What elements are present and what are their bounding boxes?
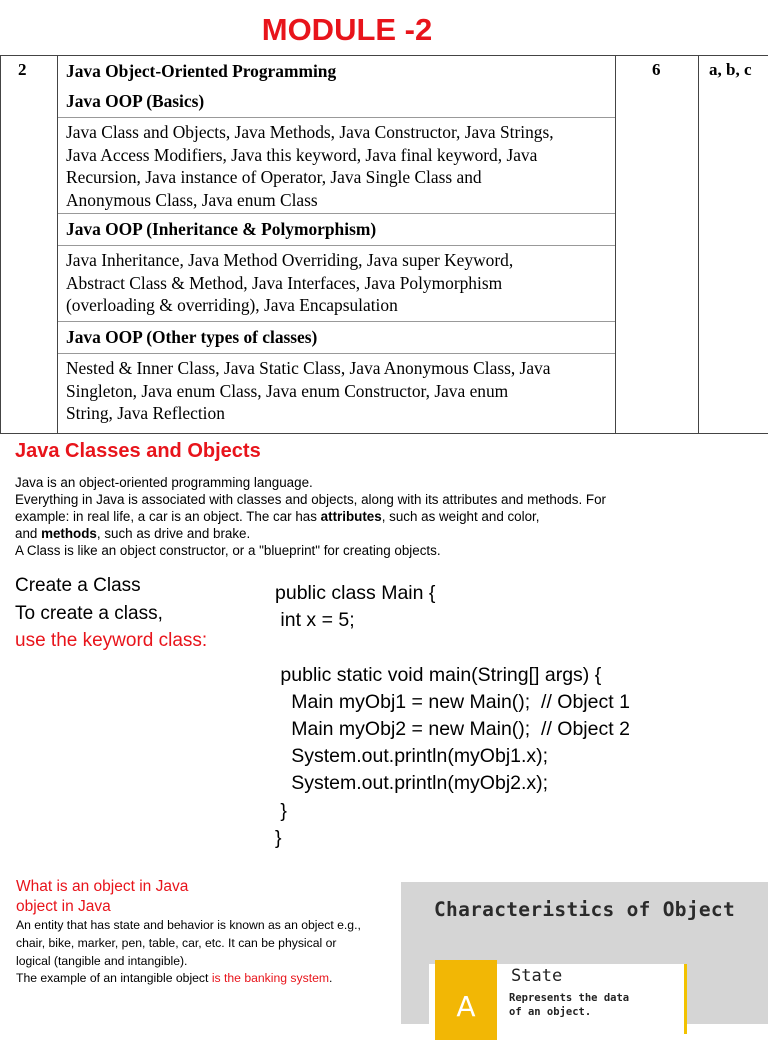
module-heading: Java Object-Oriented Programming <box>66 61 337 81</box>
text-line: Recursion, Java instance of Operator, Java Single Class and <box>66 167 482 187</box>
page-title: MODULE -2 <box>261 12 433 47</box>
text-line <box>15 508 765 525</box>
module-outcomes: a, b, c <box>709 60 752 79</box>
section-title-basics: Java OOP (Basics) <box>66 91 205 111</box>
code-line: int x = 5; <box>275 609 355 632</box>
text-line: Java Access Modifiers, Java this keyword, Java final keyword, Java <box>66 144 538 165</box>
code-line: Main myObj2 = new Main(); // Object 2 <box>275 718 630 741</box>
row-divider <box>58 213 615 214</box>
text-line: To create a class, <box>15 602 163 624</box>
text-span: , such as drive and brake. <box>96 526 251 541</box>
code-line <box>275 634 630 661</box>
text-line: chair, bike, marker, pen, table, car, etc. It can be physical or <box>16 935 337 950</box>
code-line: } <box>275 799 287 822</box>
object-heading: What is an object in Java <box>16 878 189 895</box>
row-divider <box>58 353 615 354</box>
code-line: public class Main { <box>275 582 436 604</box>
syllabus-table <box>0 55 768 434</box>
text-line: A Class is like an object constructor, or a "blueprint" for creating objects. <box>15 543 441 558</box>
text-line: Java Inheritance, Java Method Overriding, Java super Keyword, <box>66 250 514 270</box>
characteristics-title: Characteristics of Object <box>434 898 735 921</box>
section-text-inheritance <box>66 249 606 317</box>
badge-letter: A <box>456 990 476 1023</box>
code-line: public static void main(String[] args) { <box>275 663 602 686</box>
module-number: 2 <box>18 60 27 79</box>
object-definition <box>16 877 396 988</box>
bold-term: attributes <box>320 509 382 524</box>
text-line: (overloading & overriding), Java Encapsulation <box>66 295 398 315</box>
state-label: State <box>511 966 563 986</box>
code-line: } <box>275 826 282 849</box>
intro-paragraph <box>15 474 765 559</box>
code-line: System.out.println(myObj2.x); <box>275 772 549 795</box>
text-line: Java Class and Objects, Java Methods, Java Constructor, Java Strings, <box>66 122 554 142</box>
code-sample <box>275 580 630 852</box>
code-line: Main myObj1 = new Main(); // Object 1 <box>275 690 630 713</box>
section-heading: Java Classes and Objects <box>15 440 261 462</box>
table-border <box>0 56 1 433</box>
section-title-other-classes: Java OOP (Other types of classes) <box>66 327 318 347</box>
text-line: Everything in Java is associated with classes and objects, along with its attributes and methods. For <box>15 492 606 507</box>
section-text-other-classes <box>66 357 606 425</box>
section-title-inheritance: Java OOP (Inheritance & Polymorphism) <box>66 219 377 239</box>
text-span: , such as weight and color, <box>381 509 540 524</box>
text-line: Nested & Inner Class, Java Static Class, Java Anonymous Class, Java <box>66 358 551 378</box>
module-hours: 6 <box>652 60 661 79</box>
text-line: Abstract Class & Method, Java Interfaces, Java Polymorphism <box>66 272 503 293</box>
text-span: example: in real life, a car is an object. The car has <box>15 509 321 524</box>
keyword-hint: use the keyword class: <box>15 630 208 651</box>
row-divider <box>58 245 615 246</box>
row-divider <box>58 117 615 118</box>
section-text-basics <box>66 121 606 211</box>
letter-badge <box>435 960 497 1040</box>
highlight-text: is the banking system <box>211 971 330 986</box>
text-line: An entity that has state and behavior is known as an object e.g., <box>16 918 361 932</box>
column-divider <box>615 56 616 433</box>
text-line: Create a Class <box>15 575 141 596</box>
text-line <box>15 525 765 542</box>
text-line: logical (tangible and intangible). <box>16 953 188 968</box>
text-line: Singleton, Java enum Class, Java enum Constructor, Java enum <box>66 380 509 401</box>
text-span: The example of an intangible object <box>16 971 212 986</box>
text-span: and <box>15 526 42 541</box>
text-line: Anonymous Class, Java enum Class <box>66 189 318 210</box>
column-divider <box>698 56 699 433</box>
text-line <box>16 970 396 988</box>
text-line: Java is an object-oriented programming language. <box>15 475 313 490</box>
text-span: . <box>329 971 333 986</box>
text-line: String, Java Reflection <box>66 403 225 423</box>
row-divider <box>58 321 615 322</box>
characteristics-panel <box>401 882 768 1024</box>
code-line: System.out.println(myObj1.x); <box>275 745 549 768</box>
bold-term: methods <box>41 526 97 541</box>
object-subheading: object in Java <box>16 898 111 915</box>
create-class-note <box>15 572 207 655</box>
state-description: Represents the data of an object. <box>509 992 630 1018</box>
